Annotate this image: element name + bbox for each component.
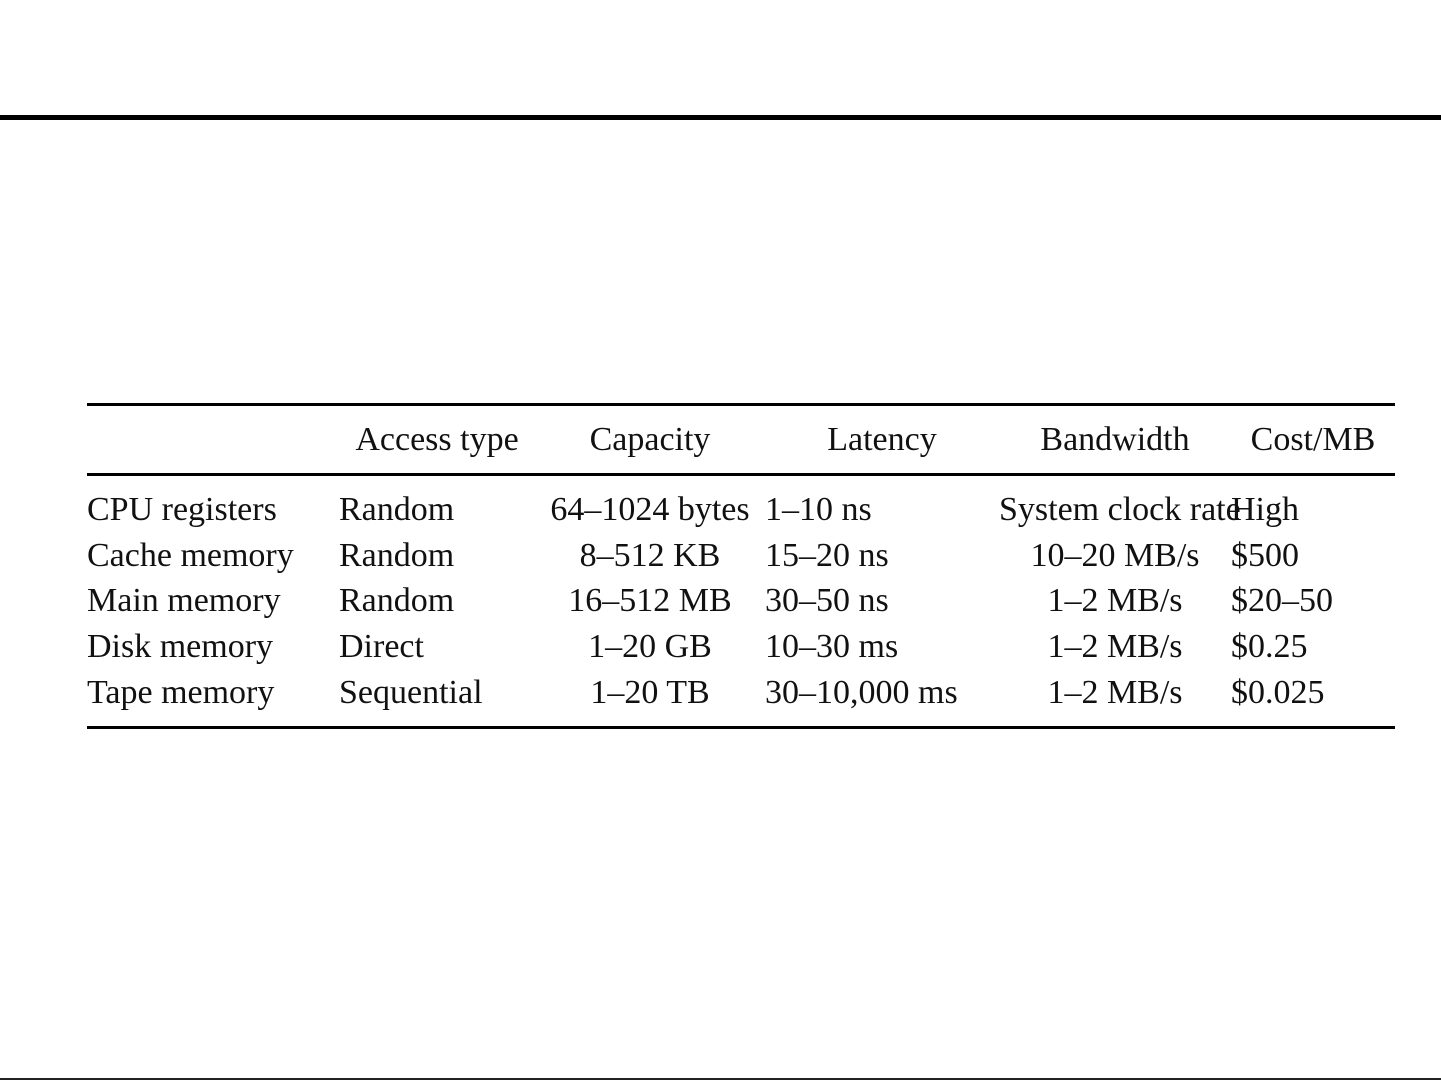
header-access-type: Access type <box>355 421 519 458</box>
title-divider <box>0 115 1441 120</box>
memory-hierarchy-table <box>87 403 1395 729</box>
memory-hierarchy-table-container <box>87 403 1395 729</box>
cell-latency: 30–50 ns <box>765 582 889 620</box>
cell-latency: 30–10,000 ms <box>765 673 958 711</box>
table-row <box>87 536 1395 582</box>
cell-bandwidth: 1–2 MB/s <box>1047 582 1183 620</box>
cell-memory-type: Main memory <box>87 582 281 620</box>
table-header-row <box>87 405 1395 475</box>
cell-memory-type: Cache memory <box>87 536 294 574</box>
cell-cost-per-mb: High <box>1231 490 1299 528</box>
cell-capacity: 16–512 MB <box>568 582 732 620</box>
cell-cost-per-mb: $20–50 <box>1231 582 1333 620</box>
table-row <box>87 627 1395 673</box>
cell-bandwidth: 1–2 MB/s <box>1047 628 1183 666</box>
footer-divider <box>0 1078 1441 1080</box>
cell-access-type: Random <box>339 582 455 620</box>
cell-cost-per-mb: $0.025 <box>1231 673 1325 711</box>
cell-memory-type: CPU registers <box>87 490 277 528</box>
table-row <box>87 673 1395 727</box>
header-bandwidth: Bandwidth <box>1040 421 1190 458</box>
cell-bandwidth: 10–20 MB/s <box>1030 536 1200 574</box>
cell-access-type: Random <box>339 490 455 528</box>
cell-access-type: Random <box>339 536 455 574</box>
cell-capacity: 1–20 GB <box>588 628 712 666</box>
cell-access-type: Sequential <box>339 673 483 711</box>
cell-capacity: 8–512 KB <box>579 536 721 574</box>
cell-latency: 1–10 ns <box>765 490 872 528</box>
cell-latency: 15–20 ns <box>765 536 889 574</box>
cell-capacity: 64–1024 bytes <box>550 490 750 528</box>
cell-capacity: 1–20 TB <box>590 673 710 711</box>
table-row <box>87 474 1395 535</box>
cell-memory-type: Disk memory <box>87 628 274 666</box>
cell-bandwidth: 1–2 MB/s <box>1047 673 1183 711</box>
cell-access-type: Direct <box>339 628 424 666</box>
table-row <box>87 581 1395 627</box>
header-latency: Latency <box>827 421 937 458</box>
cell-cost-per-mb: $500 <box>1231 536 1299 574</box>
cell-memory-type: Tape memory <box>87 673 275 711</box>
cell-latency: 10–30 ms <box>765 628 899 666</box>
cell-cost-per-mb: $0.25 <box>1231 628 1308 666</box>
header-capacity: Capacity <box>589 421 711 458</box>
header-cost-per-mb: Cost/MB <box>1250 421 1376 458</box>
cell-bandwidth: System clock rate <box>999 490 1241 528</box>
header-cell-blank <box>87 405 339 475</box>
